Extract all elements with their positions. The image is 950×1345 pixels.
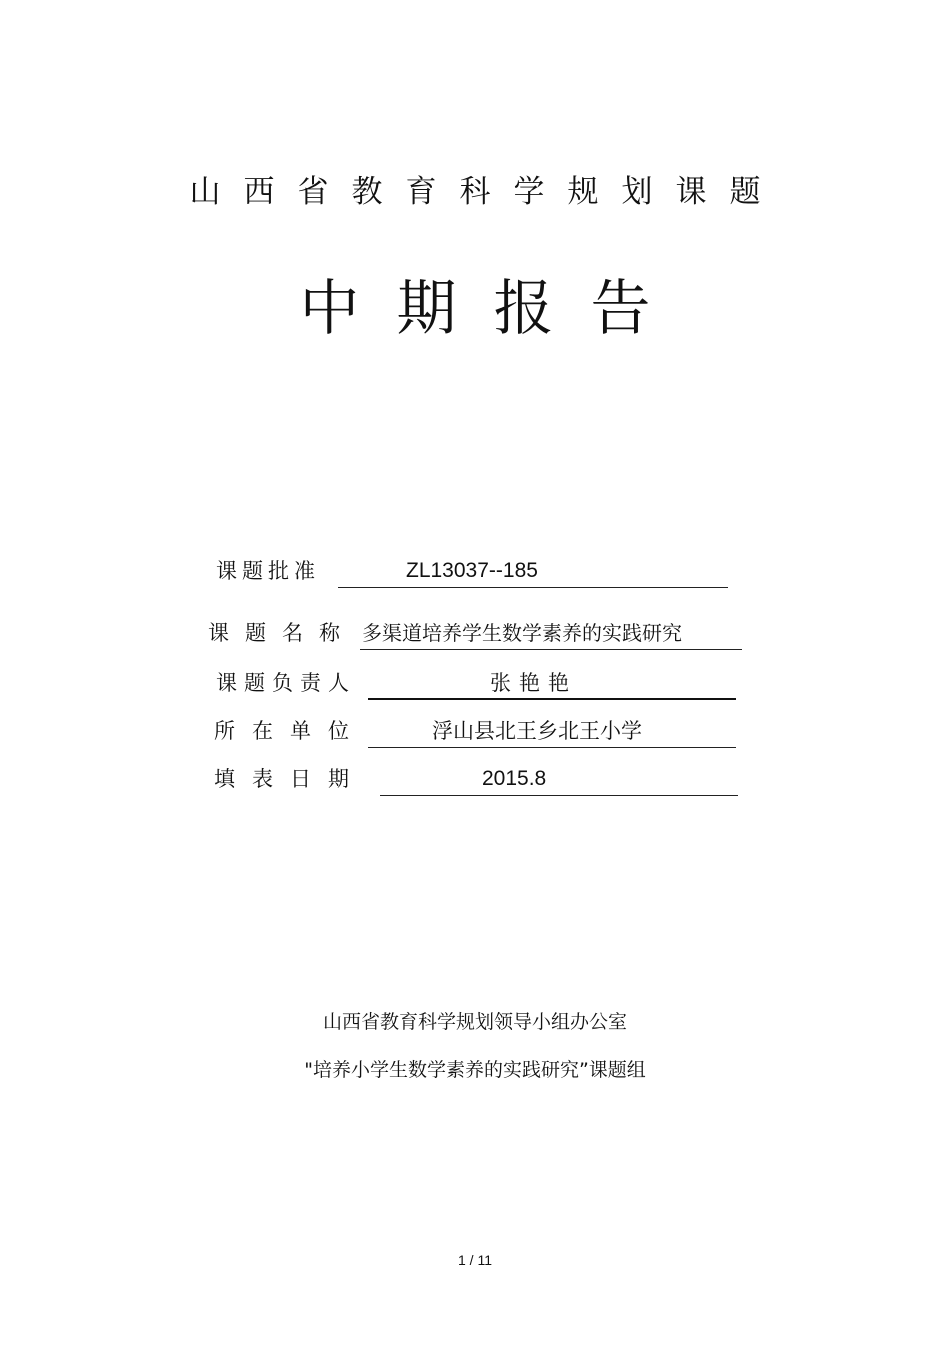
- field-name-value: 多渠道培养学生数学素养的实践研究: [362, 621, 682, 645]
- field-name-underline: [360, 649, 742, 650]
- field-approval-label: 课题批准: [216, 559, 320, 583]
- field-approval-value: ZL13037--185: [406, 559, 538, 582]
- field-leader-value: 张艳艳: [490, 671, 577, 695]
- issuing-office: 山西省教育科学规划领导小组办公室: [322, 1011, 627, 1033]
- document-title: 山西省教育科学规划课题: [189, 174, 784, 210]
- field-date-value: 2015.8: [482, 767, 547, 790]
- field-unit-label: 所在单位: [214, 719, 366, 743]
- research-group: "培养小学生数学素养的实践研究”课题组: [304, 1059, 646, 1081]
- report-title: 中期报告: [299, 274, 688, 344]
- field-leader-label: 课题负责人: [216, 671, 356, 695]
- field-unit-underline: [368, 747, 736, 748]
- page-number: 1 / 11: [458, 1252, 492, 1268]
- field-date-label: 填表日期: [214, 767, 366, 791]
- field-name-label: 课题名称: [208, 621, 356, 645]
- field-approval: [216, 556, 728, 588]
- field-date-underline: [380, 795, 738, 796]
- field-approval-underline: [338, 587, 728, 588]
- field-unit: [214, 716, 736, 748]
- field-leader-underline: [368, 698, 736, 700]
- field-name: [208, 618, 742, 650]
- field-date: [214, 764, 738, 796]
- field-leader: [216, 668, 736, 700]
- field-unit-value: 浮山县北王乡北王小学: [432, 719, 642, 743]
